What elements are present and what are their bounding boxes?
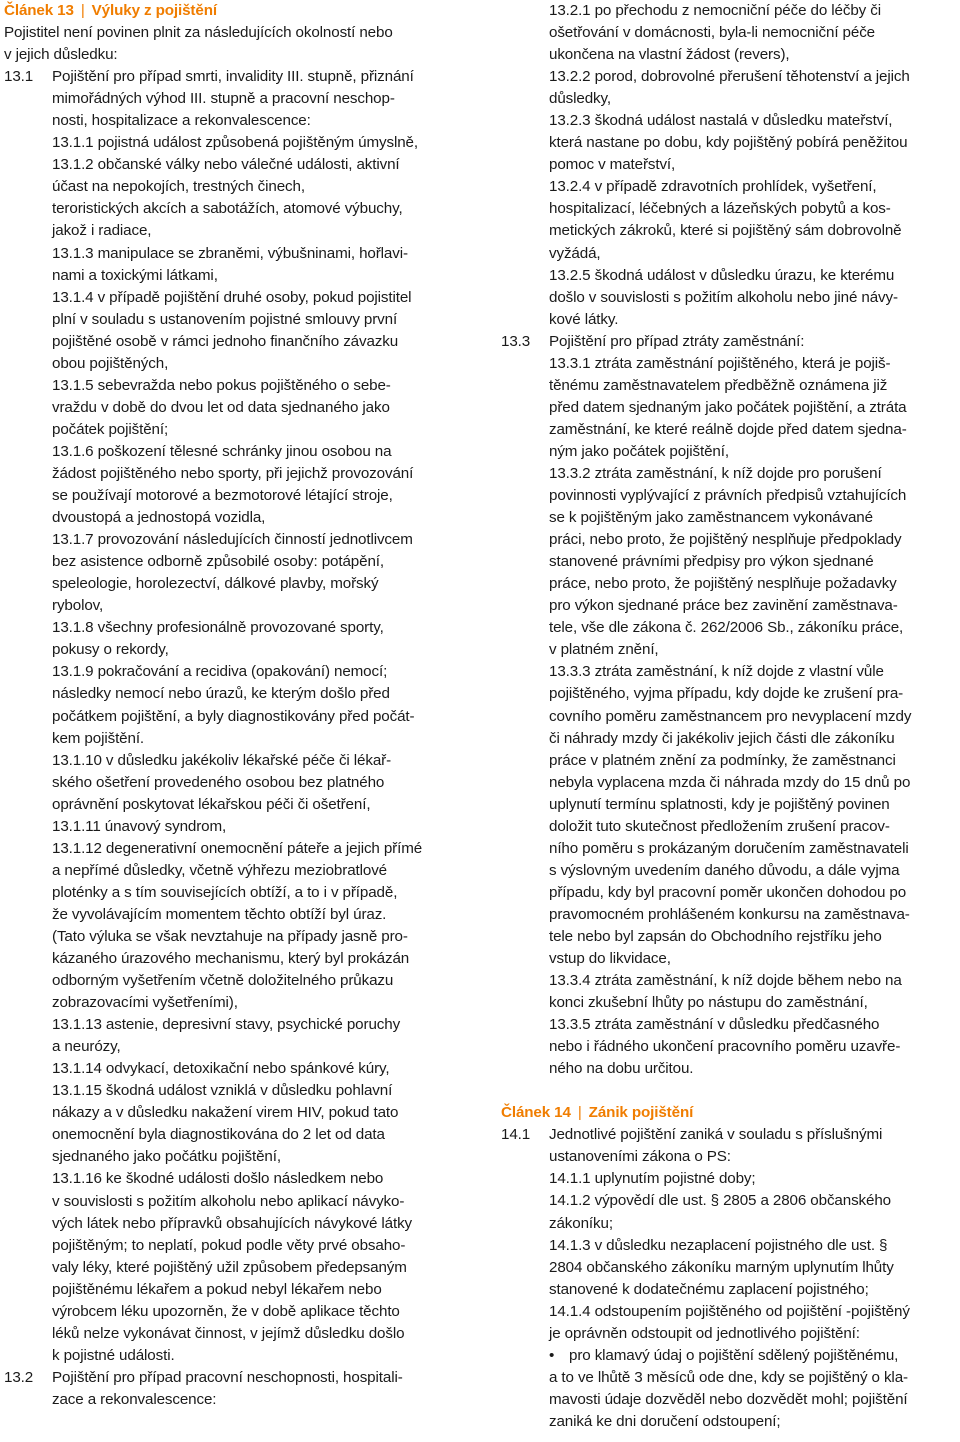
heading-number: Článek 14 xyxy=(501,1104,571,1122)
text-line xyxy=(501,970,956,992)
line-text: covního poměru zaměstnancem pro nevyplacení mzdy xyxy=(549,707,912,725)
line-text: zákoníku; xyxy=(549,1214,613,1232)
text-line xyxy=(501,1345,956,1367)
text-line xyxy=(4,287,468,309)
text-line xyxy=(501,1367,956,1389)
line-text: vstup do likvidace, xyxy=(549,950,671,968)
line-text: ploténky a s tím souvisejících obtíží, a to i v případě, xyxy=(52,883,398,901)
line-text: 13.1.7 provozování následujících činností jednotlivcem xyxy=(52,531,413,549)
line-text: nebyla vyplacena mzda či náhrada mzdy do 15 dnů po xyxy=(549,773,911,791)
line-text: 14.1.1 uplynutím pojistné doby; xyxy=(549,1170,756,1188)
line-text: 13.2.2 porod, dobrovolné přerušení těhotenství a jejich xyxy=(549,68,910,86)
text-line xyxy=(4,1345,468,1367)
line-text: je oprávněn odstoupit od jednotlivého pojištění: xyxy=(549,1324,860,1342)
text-line xyxy=(501,1213,956,1235)
line-text: 13.1.8 všechny profesionálně provozované sporty, xyxy=(52,619,384,637)
text-line xyxy=(501,529,956,551)
text-line xyxy=(501,617,956,639)
text-line xyxy=(4,860,468,882)
line-text: 13.1.5 sebevražda nebo pokus pojištěného o sebe- xyxy=(52,376,391,394)
text-line xyxy=(4,1058,468,1080)
text-line xyxy=(501,1257,956,1279)
line-text: 13.3.2 ztráta zaměstnání, k níž dojde pro porušení xyxy=(549,464,882,482)
text-line xyxy=(4,66,468,88)
heading-title: Zánik pojištění xyxy=(588,1104,694,1122)
line-text: zobrazovacími vyšetřeními), xyxy=(52,994,238,1012)
section-gap xyxy=(501,1080,956,1102)
text-line xyxy=(501,904,956,926)
text-line xyxy=(501,816,956,838)
line-text: 13.1.9 pokračování a recidiva (opakování) nemocí; xyxy=(52,663,388,681)
text-line xyxy=(501,992,956,1014)
line-text: pokusy o rekordy, xyxy=(52,641,169,659)
text-line xyxy=(501,441,956,463)
section-heading xyxy=(4,0,468,22)
line-text: bez asistence odborně způsobilé osoby: potápění, xyxy=(52,553,384,571)
text-line xyxy=(501,88,956,110)
line-text: pro výkon sjednané práce bez zavinění zaměstnava- xyxy=(549,597,898,615)
line-text: teroristických akcích a sabotážích, atomové výbuchy, xyxy=(52,200,403,218)
line-text: Pojištění pro případ pracovní neschopnosti, hospitali- xyxy=(52,1368,403,1386)
line-text: ného na dobu určitou. xyxy=(549,1060,694,1078)
text-line xyxy=(4,331,468,353)
line-text: 13.1.14 odvykací, detoxikační nebo spánkové kúry, xyxy=(52,1060,390,1078)
line-text: 14.1.4 odstoupením pojištěného od pojištění -pojištěný xyxy=(549,1302,910,1320)
line-text: že vyvolávajícím momentem těchto obtíží byl úraz. xyxy=(52,905,387,923)
text-line xyxy=(501,44,956,66)
text-line xyxy=(4,1036,468,1058)
text-line xyxy=(4,22,468,44)
line-text: pojištěnému lékařem a pokud nebyl lékařem nebo xyxy=(52,1280,382,1298)
line-text: 14.1.2 výpovědí dle ust. § 2805 a 2806 občanského xyxy=(549,1192,892,1210)
text-line xyxy=(4,926,468,948)
line-text: 13.1.10 v důsledku jakékoliv lékařské péče či lékař- xyxy=(52,751,392,769)
text-line xyxy=(501,0,956,22)
text-line xyxy=(501,1235,956,1257)
line-text: (Tato výluka se však nevztahuje na případy jasně pro- xyxy=(52,927,408,945)
text-line xyxy=(4,1124,468,1146)
line-text: počátkem pojištění, a byly diagnostikovány před počát- xyxy=(52,707,415,725)
text-line xyxy=(501,176,956,198)
clause-number: 13.3 xyxy=(501,332,531,350)
line-text: 13.1.1 pojistná událost způsobená pojištěným úmyslně, xyxy=(52,134,418,152)
heading-text xyxy=(501,1102,693,1124)
text-line xyxy=(501,1146,956,1168)
text-line xyxy=(4,816,468,838)
text-line xyxy=(501,132,956,154)
text-line xyxy=(4,88,468,110)
text-line xyxy=(501,661,956,683)
text-line xyxy=(501,838,956,860)
line-text: 13.1.6 poškození tělesné schránky jinou osobou na xyxy=(52,442,392,460)
text-line xyxy=(501,1301,956,1323)
line-text: v souvislosti s požitím alkoholu nebo aplikací návyko- xyxy=(52,1192,405,1210)
line-text: pojištěné osobě v rámci jednoho finančního závazku xyxy=(52,332,399,350)
heading-separator: | xyxy=(577,1104,582,1122)
line-text: 13.1.4 v případě pojištění druhé osoby, pokud pojistitel xyxy=(52,288,412,306)
text-line xyxy=(4,948,468,970)
line-text: a neurózy, xyxy=(52,1038,121,1056)
text-line xyxy=(4,595,468,617)
line-text: plní v souladu s ustanovením pojistné smlouvy první xyxy=(52,310,398,328)
text-line xyxy=(4,243,468,265)
text-line xyxy=(4,794,468,816)
line-text: došlo v souvislosti s požitím alkoholu nebo jiné návy- xyxy=(549,288,898,306)
text-line xyxy=(4,1014,468,1036)
text-line xyxy=(501,507,956,529)
line-text: tele nebo byl zapsán do Obchodního rejstříku jeho xyxy=(549,927,882,945)
line-text: nosti, hospitalizace a rekonvalescence: xyxy=(52,112,311,130)
text-line xyxy=(501,198,956,220)
line-text: 13.3.3 ztráta zaměstnání, k níž dojde z vlastní vůle xyxy=(549,663,884,681)
text-line xyxy=(4,1301,468,1323)
text-line xyxy=(501,463,956,485)
line-text: následky nemocí nebo úrazů, ke kterým došlo před xyxy=(52,685,390,703)
line-text: 13.2.1 po přechodu z nemocniční péče do léčby či xyxy=(549,2,881,19)
text-line xyxy=(4,44,468,66)
text-line xyxy=(4,265,468,287)
line-text: speleologie, horolezectví, dálkové plavby, mořský xyxy=(52,575,379,593)
text-line xyxy=(4,970,468,992)
line-text: 13.1.16 ke škodné události došlo následkem nebo xyxy=(52,1170,384,1188)
line-text: důsledky, xyxy=(549,90,611,108)
line-text: práce, nebo proto, že pojištěný nesplňuje požadavky xyxy=(549,575,897,593)
line-text: pojištěného, vyjma případu, kdy dojde ke zrušení pra- xyxy=(549,685,904,703)
text-line xyxy=(501,860,956,882)
text-line xyxy=(501,926,956,948)
line-text: 13.1.15 škodná událost vzniklá v důsledku pohlavní xyxy=(52,1082,393,1100)
line-text: pro klamavý údaj o pojištění sdělený pojištěnému, xyxy=(569,1346,899,1364)
text-line xyxy=(4,1102,468,1124)
line-text: vyžádá, xyxy=(549,244,601,262)
text-line xyxy=(501,1124,956,1146)
text-line xyxy=(501,772,956,794)
text-line xyxy=(501,1036,956,1058)
text-line xyxy=(501,309,956,331)
line-text: kázaného úrazového mechanismu, který byl prokázán xyxy=(52,950,410,968)
line-text: pojištěným; to neplatí, pokud podle věty prvé obsaho- xyxy=(52,1236,406,1254)
text-line xyxy=(4,176,468,198)
text-line xyxy=(501,728,956,750)
line-text: sjednaného jako počátku pojištění, xyxy=(52,1148,281,1166)
line-text: 13.1.11 únavový syndrom, xyxy=(52,817,227,835)
text-line xyxy=(501,683,956,705)
line-text: Pojištění pro případ smrti, invalidity III. stupně, přiznání xyxy=(52,68,414,86)
line-text: tele, vše dle zákona č. 262/2006 Sb., zákoníku práce, xyxy=(549,619,904,637)
line-text: mimořádných výhod III. stupně a pracovní neschop- xyxy=(52,90,395,108)
line-text: Pojistitel není povinen plnit za následujících okolností nebo xyxy=(4,24,393,42)
heading-number: Článek 13 xyxy=(4,2,74,19)
line-text: Pojištění pro případ ztráty zaměstnání: xyxy=(549,332,805,350)
line-text: nebo i řádného ukončení pracovního poměru uzavře- xyxy=(549,1038,901,1056)
text-line xyxy=(501,375,956,397)
line-text: výrobcem léku upozorněn, že v době aplikace těchto xyxy=(52,1302,400,1320)
line-text: konci zkušební lhůty po nástupu do zaměstnání, xyxy=(549,994,868,1012)
text-line xyxy=(4,375,468,397)
text-line xyxy=(4,573,468,595)
line-text: uplynutí termínu splatnosti, kdy je pojištěný povinen xyxy=(549,795,890,813)
text-line xyxy=(4,154,468,176)
heading-separator: | xyxy=(80,2,85,19)
heading-title: Výluky z pojištění xyxy=(91,2,217,19)
text-line xyxy=(4,419,468,441)
line-text: a nepřímé důsledky, včetně výhřezu meziobratlové xyxy=(52,861,388,879)
text-line xyxy=(501,66,956,88)
text-line xyxy=(501,639,956,661)
text-line xyxy=(501,1014,956,1036)
line-text: oprávnění poskytovat lékařskou péči či ošetření, xyxy=(52,795,371,813)
line-text: onemocnění byla diagnostikována do 2 let od data xyxy=(52,1126,385,1144)
text-line xyxy=(4,1191,468,1213)
line-text: zaniká ke dni doručení odstoupení; xyxy=(549,1412,781,1430)
line-text: 13.2.4 v případě zdravotních prohlídek, vyšetření, xyxy=(549,178,877,196)
text-line xyxy=(4,441,468,463)
text-line xyxy=(501,1058,956,1080)
text-line xyxy=(4,661,468,683)
text-line xyxy=(501,154,956,176)
line-text: ukončena na vlastní žádost (revers), xyxy=(549,46,790,64)
text-line xyxy=(4,772,468,794)
line-text: hospitalizací, léčebných a lázeňských pobytů a kos- xyxy=(549,200,891,218)
line-text: 13.3.1 ztráta zaměstnání pojištěného, která je pojiš- xyxy=(549,354,891,372)
text-line xyxy=(4,1389,468,1411)
line-text: ustanoveními zákona o PS: xyxy=(549,1148,731,1166)
line-text: zace a rekonvalescence: xyxy=(52,1390,217,1408)
line-text: léků nelze vykonávat činnost, v jejímž důsledku došlo xyxy=(52,1324,405,1342)
text-line xyxy=(4,1213,468,1235)
text-line xyxy=(4,463,468,485)
line-text: dvoustopá a jednostopá vozidla, xyxy=(52,509,266,527)
line-text: před datem sjednaným jako počátek pojištění, a ztráta xyxy=(549,398,907,416)
text-line xyxy=(501,485,956,507)
text-line xyxy=(4,110,468,132)
line-text: která nastane po dobu, kdy pojištěný pobírá peněžitou xyxy=(549,134,908,152)
line-text: metických zákroků, které si pojištěný sám dobrovolně xyxy=(549,222,902,240)
line-text: Jednotlivé pojištění zaniká v souladu s příslušnými xyxy=(549,1126,883,1144)
line-text: 13.2.3 škodná událost nastalá v důsledku mateřství, xyxy=(549,112,893,130)
clause-number: 13.2 xyxy=(4,1368,34,1386)
line-text: rybolov, xyxy=(52,597,104,615)
text-line xyxy=(4,551,468,573)
text-line xyxy=(501,22,956,44)
text-line xyxy=(4,1235,468,1257)
line-text: k pojistné události. xyxy=(52,1346,175,1364)
line-text: kem pojištění. xyxy=(52,729,145,747)
text-line xyxy=(501,243,956,265)
text-line xyxy=(4,683,468,705)
line-text: jakož i radiace, xyxy=(52,222,152,240)
text-line xyxy=(4,838,468,860)
text-line xyxy=(501,882,956,904)
text-line xyxy=(501,1389,956,1411)
line-text: pravomocném prohlášeném konkursu na zaměstnava- xyxy=(549,905,910,923)
right-column xyxy=(501,0,956,1433)
line-text: žádost pojištěného nebo sporty, při jejichž provozování xyxy=(52,464,414,482)
line-text: ského ošetření provedeného osobou bez platného xyxy=(52,773,385,791)
text-line xyxy=(501,1323,956,1345)
line-text: počátek pojištění; xyxy=(52,420,169,438)
line-text: případu, kdy byl pracovní poměr ukončen dohodou po xyxy=(549,883,907,901)
line-text: či náhrady mzdy či jakékoliv jejich části dle zákoníku xyxy=(549,729,895,747)
line-text: 13.1.2 občanské války nebo válečné události, aktivní xyxy=(52,156,400,174)
text-line xyxy=(4,750,468,772)
left-column xyxy=(4,0,468,1411)
text-line xyxy=(4,1168,468,1190)
line-text: 13.1.12 degenerativní onemocnění páteře a jejich přímé xyxy=(52,839,423,857)
line-text: obou pojištěných, xyxy=(52,354,169,372)
text-line xyxy=(4,1146,468,1168)
text-line xyxy=(501,110,956,132)
text-line xyxy=(501,573,956,595)
line-text: 13.3.4 ztráta zaměstnání, k níž dojde během nebo na xyxy=(549,972,902,990)
line-text: v platném znění, xyxy=(549,641,659,659)
text-line xyxy=(4,397,468,419)
line-text: v jejich důsledku: xyxy=(4,46,118,64)
text-line xyxy=(4,706,468,728)
text-line xyxy=(4,198,468,220)
line-text: práce v platném znění za podmínky, že zaměstnanci xyxy=(549,751,896,769)
text-line xyxy=(501,794,956,816)
line-text: nami a toxickými látkami, xyxy=(52,266,218,284)
text-line xyxy=(4,1367,468,1389)
line-text: nákazy a v důsledku nakažení virem HIV, pokud tato xyxy=(52,1104,399,1122)
text-line xyxy=(501,706,956,728)
line-text: 13.1.3 manipulace se zbraněmi, výbušninami, hořlavi- xyxy=(52,244,408,262)
text-line xyxy=(501,1168,956,1190)
line-text: ního poměru s prokázaným doručením zaměstnavateli xyxy=(549,839,909,857)
text-line xyxy=(501,1279,956,1301)
text-line xyxy=(501,948,956,970)
text-line xyxy=(4,728,468,750)
line-text: valy léky, které pojištěný užil způsobem předepsaným xyxy=(52,1258,407,1276)
text-line xyxy=(4,1323,468,1345)
line-text: vých látek nebo přípravků obsahujících návykové látky xyxy=(52,1214,413,1232)
text-line xyxy=(4,904,468,926)
text-line xyxy=(501,353,956,375)
heading-text xyxy=(4,0,217,22)
line-text: kové látky. xyxy=(549,310,619,328)
line-text: odborným vyšetřením včetně doložitelného průkazu xyxy=(52,972,394,990)
line-text: zaměstnání, ke které reálně dojde před datem sjedna- xyxy=(549,420,907,438)
line-text: 13.3.5 ztráta zaměstnání v důsledku předčasného xyxy=(549,1016,880,1034)
line-text: 14.1.3 v důsledku nezaplacení pojistného dle ust. § xyxy=(549,1236,888,1254)
text-line xyxy=(4,529,468,551)
text-line xyxy=(4,485,468,507)
text-line xyxy=(4,1080,468,1102)
line-text: se používají motorové a bezmotorové létající stroje, xyxy=(52,487,393,505)
text-line xyxy=(4,353,468,375)
text-line xyxy=(501,419,956,441)
line-text: se k pojištěným jako zaměstnancem vykonávané xyxy=(549,509,873,527)
section-heading xyxy=(501,1102,956,1124)
text-line xyxy=(501,265,956,287)
text-line xyxy=(4,639,468,661)
line-text: 13.2.5 škodná událost v důsledku úrazu, ke kterému xyxy=(549,266,895,284)
text-line xyxy=(501,595,956,617)
line-text: s výslovným uvedením daného důvodu, a dále vyjma xyxy=(549,861,900,879)
line-text: a to ve lhůtě 3 měsíců ode dne, kdy se pojištěný o kla- xyxy=(549,1368,908,1386)
text-line xyxy=(501,397,956,419)
line-text: stanovené k dodatečnému zaplacení pojistného; xyxy=(549,1280,869,1298)
line-text: mavosti údaje dozvěděl nebo dozvědět mohl; pojištění xyxy=(549,1390,908,1408)
line-text: doložit tuto skutečnost předložením zrušení pracov- xyxy=(549,817,890,835)
text-line xyxy=(4,1257,468,1279)
line-text: 2804 občanského zákoníku marným uplynutím lhůty xyxy=(549,1258,894,1276)
line-text: ošetřování v domácnosti, byla-li nemocniční péče xyxy=(549,24,875,42)
text-line xyxy=(501,331,956,353)
line-text: stanovené právními předpisy pro výkon sjednané xyxy=(549,553,874,571)
text-line xyxy=(4,220,468,242)
line-text: povinnosti vyplývající z právních předpisů vztahujících xyxy=(549,487,907,505)
line-text: vraždu v době do dvou let od data sjednaného jako xyxy=(52,398,390,416)
text-line xyxy=(4,507,468,529)
text-line xyxy=(4,617,468,639)
text-line xyxy=(4,882,468,904)
line-text: práci, nebo proto, že pojištěný nesplňuje předpoklady xyxy=(549,531,902,549)
text-line xyxy=(4,132,468,154)
text-line xyxy=(501,1190,956,1212)
line-text: pomoc v mateřství, xyxy=(549,156,676,174)
line-text: těnému zaměstnavatelem předběžně oznámena již xyxy=(549,376,888,394)
text-line xyxy=(501,750,956,772)
clause-number: 13.1 xyxy=(4,68,34,86)
text-line xyxy=(501,551,956,573)
line-text: účast na nepokojích, trestných činech, xyxy=(52,178,305,196)
text-line xyxy=(501,1411,956,1433)
text-line xyxy=(501,287,956,309)
clause-number: 14.1 xyxy=(501,1126,531,1144)
line-text: ným jako počátek pojištění, xyxy=(549,442,729,460)
text-line xyxy=(4,992,468,1014)
text-line xyxy=(4,1279,468,1301)
line-text: 13.1.13 astenie, depresivní stavy, psychické poruchy xyxy=(52,1016,401,1034)
bullet-icon: • xyxy=(549,1346,555,1364)
text-line xyxy=(501,220,956,242)
text-line xyxy=(4,309,468,331)
